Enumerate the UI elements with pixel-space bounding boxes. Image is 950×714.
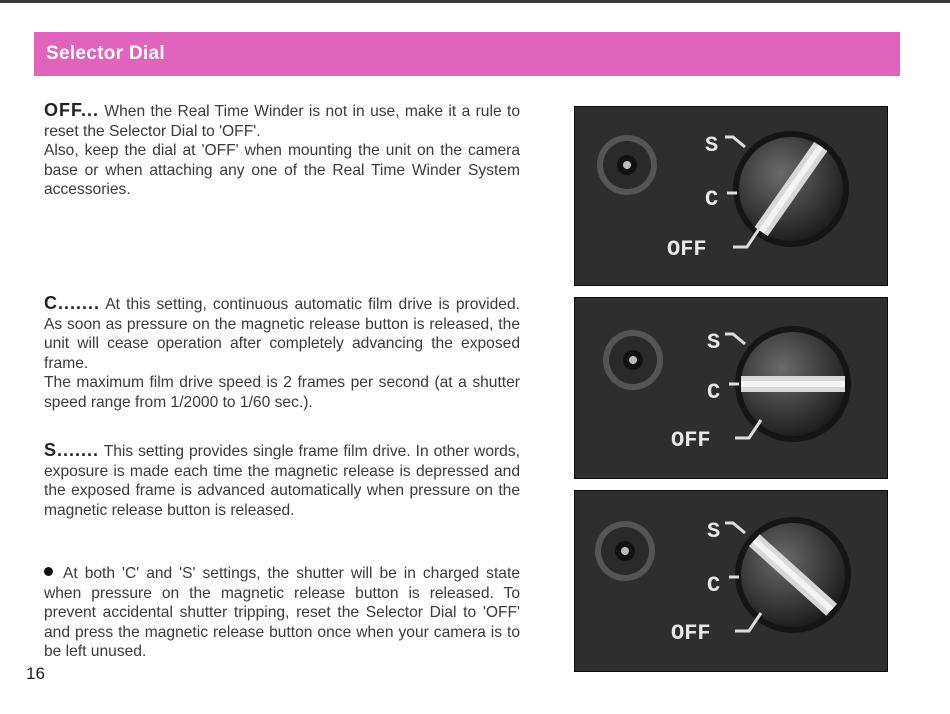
off-description	[44, 101, 520, 200]
section-banner	[34, 32, 900, 76]
top-rule	[0, 0, 950, 3]
off-heading: OFF...	[44, 100, 99, 120]
dial-photo-off	[574, 106, 888, 286]
s-description	[44, 441, 520, 520]
selector-dial-icon	[735, 326, 851, 442]
label-off: OFF	[667, 237, 707, 262]
c-line-2: The maximum film drive speed is 2 frames per second (at a shutter speed range from 1/2000 to 1/60 sec.).	[44, 374, 520, 411]
off-line-2: Also, keep the dial at 'OFF' when mounting the unit on the camera base or when attaching any one of the Real Time Winder System accessories.	[44, 142, 520, 199]
selector-dial-icon	[733, 131, 849, 247]
c-line-1: At this setting, continuous automatic film drive is provided. As soon as pressure on the magnetic release button is released, the unit will cease operation after completely advancing the exposed frame.	[44, 296, 520, 372]
release-socket-icon	[597, 135, 657, 195]
label-off: OFF	[671, 621, 711, 646]
page-number: 16	[26, 664, 45, 683]
release-socket-icon	[595, 521, 655, 581]
label-off: OFF	[671, 428, 711, 453]
off-line-1: When the Real Time Winder is not in use, make it a rule to reset the Selector Dial to 'OFF'.	[44, 103, 520, 140]
label-c: C	[707, 380, 721, 405]
label-s: S	[705, 133, 719, 158]
release-socket-icon	[603, 330, 663, 390]
label-s: S	[707, 330, 721, 355]
s-line-1: This setting provides single frame film drive. In other words, exposure is made each time the magnetic release is depressed and the exposed frame is advanced automatically when pressure on the magnetic release button is released.	[44, 443, 520, 519]
dial-photo-c	[574, 297, 888, 479]
c-description	[44, 294, 520, 413]
note-text: At both 'C' and 'S' settings, the shutter will be in charged state when pressure on the magnetic release button is released. To prevent accidental shutter tripping, reset the Selector Dial to 'OFF' and press the magnetic release button once when your camera is to be left unused.	[44, 565, 520, 661]
s-heading: S.......	[44, 440, 100, 460]
label-s: S	[707, 519, 721, 544]
selector-dial-icon	[735, 517, 851, 633]
dial-photo-s	[574, 490, 888, 672]
page-title: Selector Dial	[46, 43, 166, 64]
label-c: C	[707, 573, 721, 598]
note-description	[44, 564, 520, 662]
bullet-icon	[44, 567, 53, 576]
c-heading: C.......	[44, 293, 101, 313]
label-c: C	[705, 187, 719, 212]
